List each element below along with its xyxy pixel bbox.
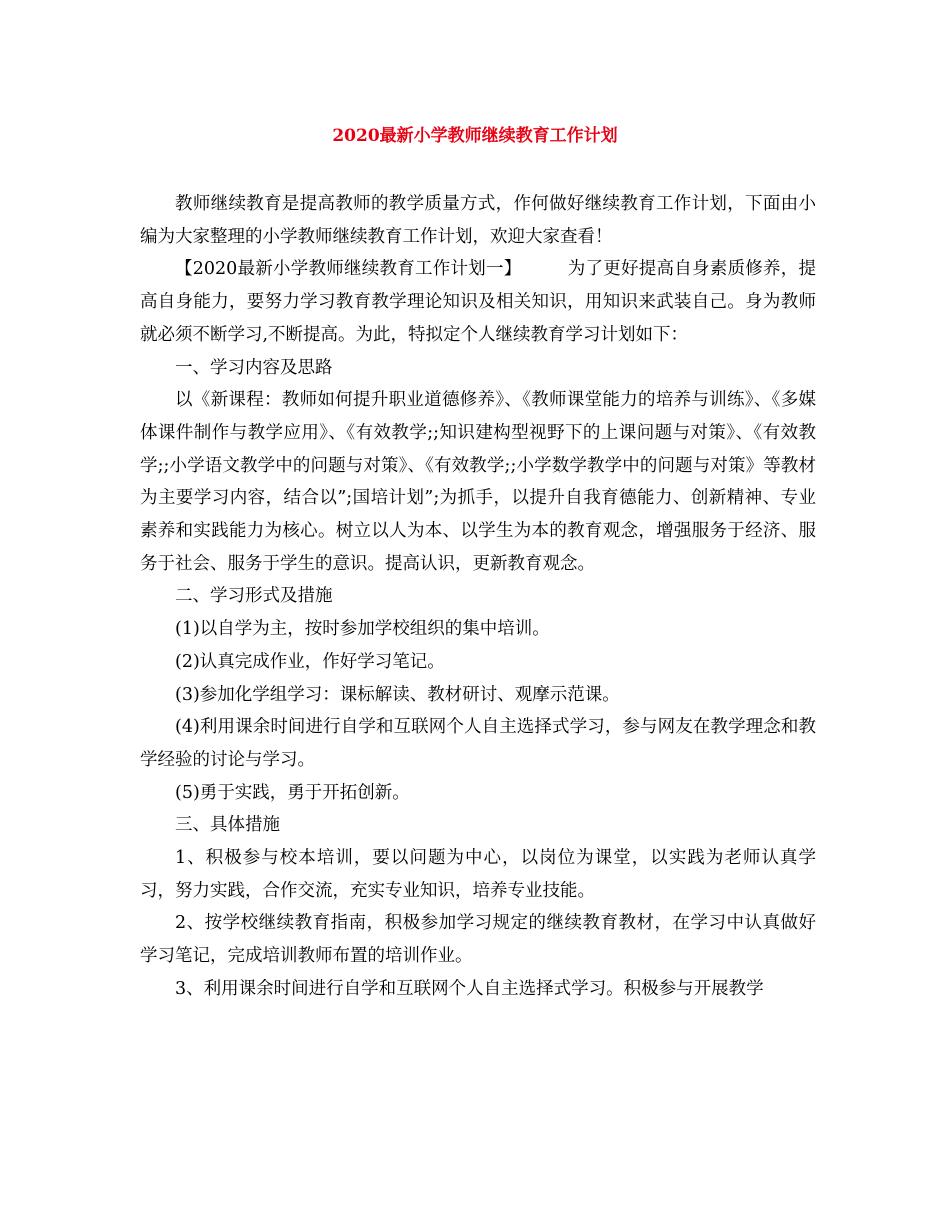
list-item-4: (4)利用课余时间进行自学和互联网个人自主选择式学习，参与网友在教学理念和教学经验的讨论与学习。 (140, 717, 816, 770)
section-heading-3: 三、具体措施 (175, 815, 280, 836)
intro-paragraph: 教师继续教育是提高教师的教学质量方式，作何做好继续教育工作计划，下面由小编为大家整理的小学教师继续教育工作计划，欢迎大家查看！ (140, 194, 816, 247)
section-heading-2: 二、学习形式及措施 (175, 586, 333, 607)
list-item-5: (5)勇于实践，勇于开拓创新。 (175, 782, 410, 803)
plan-paragraph (140, 253, 816, 351)
list-item-3: (3)参加化学组学习：课标解读、教材研讨、观摩示范课。 (175, 684, 620, 705)
plan-heading: 【2020最新小学教师继续教育工作计划一】 (175, 259, 522, 280)
section-heading-1: 一、学习内容及思路 (175, 357, 333, 378)
measure-3: 3、利用课余时间进行自学和互联网个人自主选择式学习。积极参与开展教学 (175, 978, 764, 999)
content-paragraph: 以《新课程：教师如何提升职业道德修养》、《教师课堂能力的培养与训练》、《多媒体课件制作与教学应用》、《有效教学;;知识建构型视野下的上课问题与对策》、《有效教学;;小学语文教学中的问题与对策》、《有效教学;;小学数学教学中的问题与对策》等教材为主要学习内容，结合以”;国培计划”;为抓手，以提升自我育德能力、创新精神、专业素养和实践能力为核心。树立以人为本、以学生为本的教育观念，增强服务于经济、服务于社会、服务于学生的意识。提高认识，更新教育观念。 (140, 390, 816, 574)
measure-2: 2、按学校继续教育指南，积极参加学习规定的继续教育教材，在学习中认真做好学习笔记，完成培训教师布置的培训作业。 (140, 913, 816, 967)
document-body (140, 188, 816, 1006)
measure-1: 1、积极参与校本培训，要以问题为中心，以岗位为课堂，以实践为老师认真学习，努力实践，合作交流，充实专业知识，培养专业技能。 (140, 848, 816, 901)
plan-intro: 为了更好提高自身素质修养，提高自身能力，要努力学习教育教学理论知识及相关知识，用知识来武装自己。身为教师就必须不断学习,不断提高。为此，特拟定个人继续教育学习计划如下： (140, 259, 816, 345)
list-item-2: (2)认真完成作业，作好学习笔记。 (175, 651, 445, 672)
list-item-1: (1)以自学为主，按时参加学校组织的集中培训。 (175, 619, 550, 640)
document-title: 2020最新小学教师继续教育工作计划 (332, 126, 618, 146)
